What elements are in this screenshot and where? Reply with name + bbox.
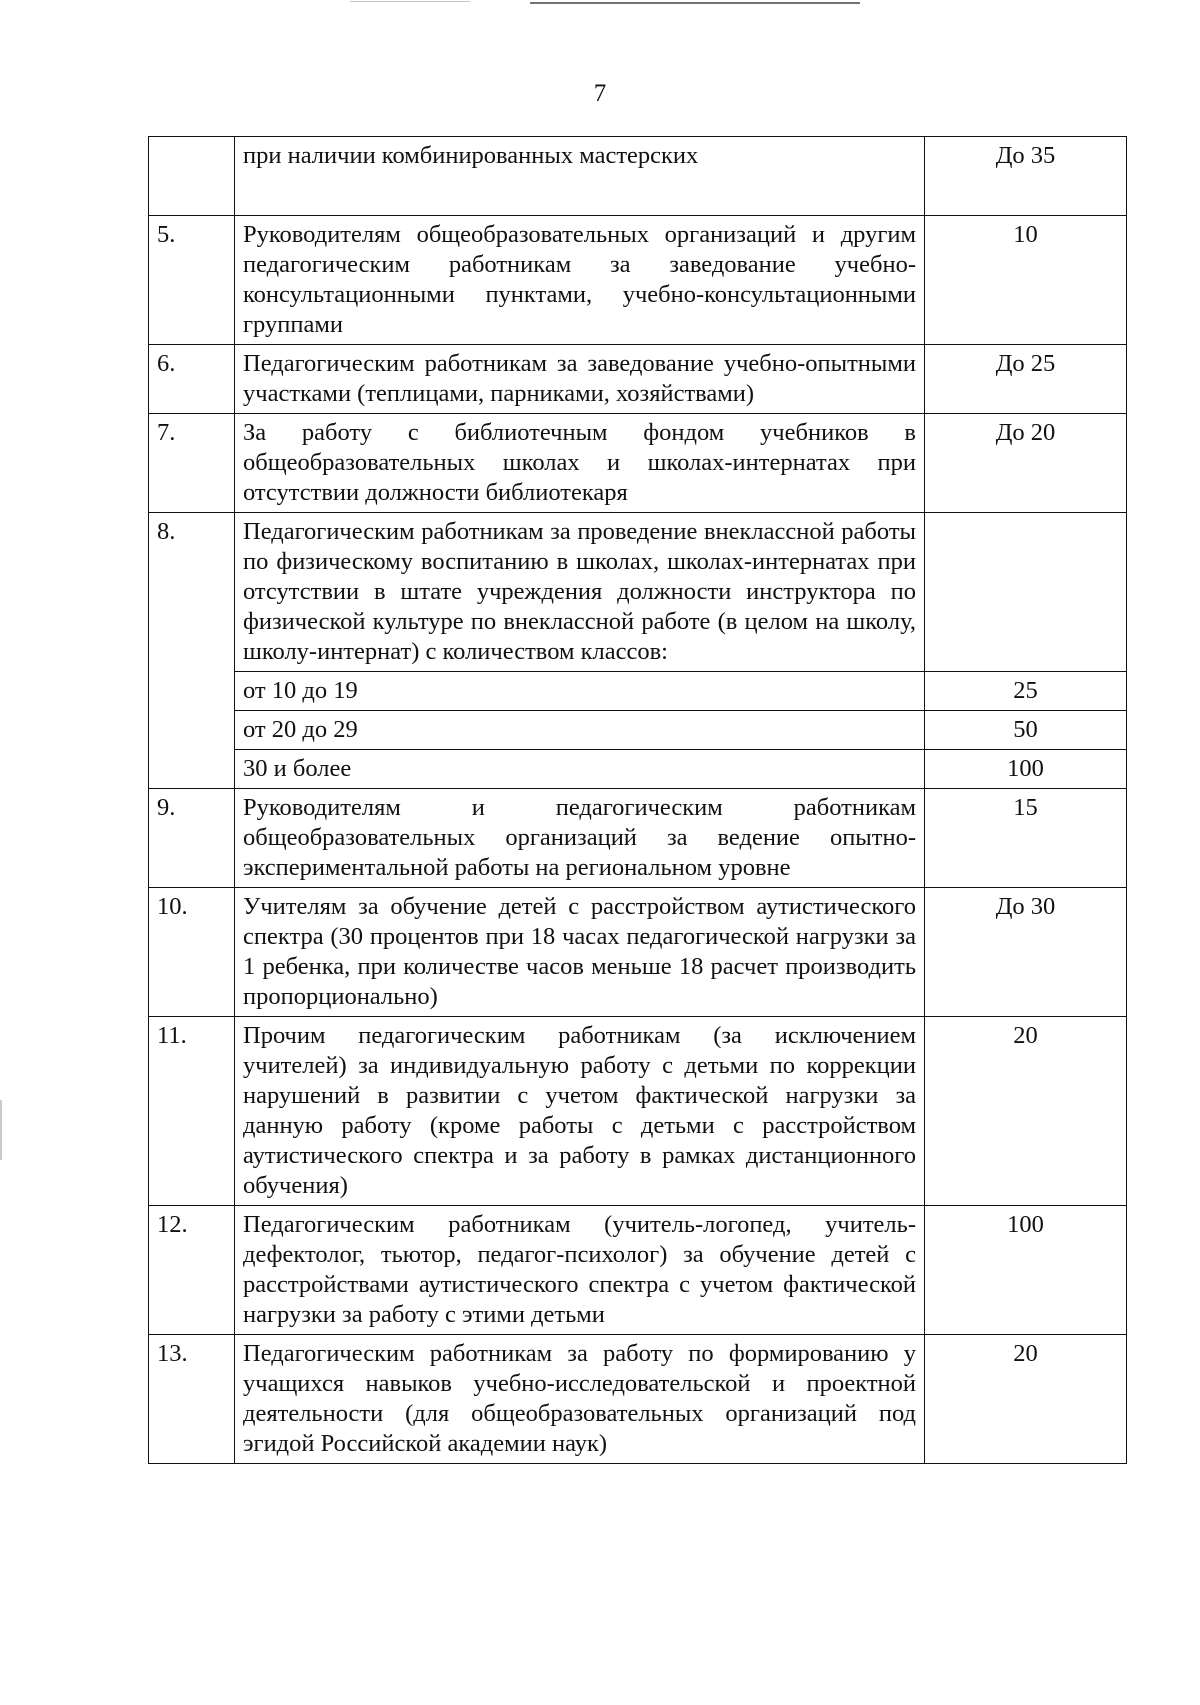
table-row — [149, 414, 1127, 513]
table-row — [149, 345, 1127, 414]
row-value: До 35 — [925, 137, 1127, 216]
row-number — [149, 137, 235, 216]
row-number: 12. — [149, 1206, 235, 1335]
row-number: 11. — [149, 1017, 235, 1206]
row-number: 9. — [149, 789, 235, 888]
table-subrow — [149, 711, 1127, 750]
scan-artifact — [0, 1100, 2, 1160]
row-number: 7. — [149, 414, 235, 513]
row-description: Педагогическим работникам за работу по формированию у учащихся навыков учебно-исследовательской и проектной деятельности (для общеобразовательных организаций под эгидой Российской академии наук) — [235, 1335, 925, 1464]
row-value: 10 — [925, 216, 1127, 345]
row-value: До 30 — [925, 888, 1127, 1017]
table-row — [149, 1017, 1127, 1206]
table-row — [149, 1206, 1127, 1335]
row-number: 13. — [149, 1335, 235, 1464]
scan-artifact — [350, 1, 470, 2]
row-description: За работу с библиотечным фондом учебников в общеобразовательных школах и школах-интернатах при отсутствии должности библиотекаря — [235, 414, 925, 513]
row-description: от 20 до 29 — [235, 711, 925, 750]
table-row — [149, 789, 1127, 888]
table-row — [149, 216, 1127, 345]
table-subrow — [149, 672, 1127, 711]
row-number: 5. — [149, 216, 235, 345]
row-value: 20 — [925, 1335, 1127, 1464]
row-description: при наличии комбинированных мастерских — [235, 137, 925, 216]
allowance-table — [148, 136, 1127, 1464]
table-subrow — [149, 750, 1127, 789]
row-value: До 25 — [925, 345, 1127, 414]
row-value: 20 — [925, 1017, 1127, 1206]
table-row — [149, 513, 1127, 672]
row-number: 8. — [149, 513, 235, 789]
table-row — [149, 1335, 1127, 1464]
row-description: Педагогическим работникам за заведование учебно-опытными участками (теплицами, парниками, хозяйствами) — [235, 345, 925, 414]
row-description: 30 и более — [235, 750, 925, 789]
row-value: 50 — [925, 711, 1127, 750]
table-row — [149, 137, 1127, 216]
row-description: Педагогическим работникам (учитель-логопед, учитель-дефектолог, тьютор, педагог-психолог) за обучение детей с расстройствами аутистического спектра с учетом фактической нагрузки за работу с этими детьми — [235, 1206, 925, 1335]
row-number: 10. — [149, 888, 235, 1017]
row-number: 6. — [149, 345, 235, 414]
row-value: 15 — [925, 789, 1127, 888]
scan-artifact — [530, 2, 860, 4]
row-description: Руководителям и педагогическим работникам общеобразовательных организаций за ведение опытно-экспериментальной работы на региональном уровне — [235, 789, 925, 888]
row-description: от 10 до 19 — [235, 672, 925, 711]
row-description: Прочим педагогическим работникам (за исключением учителей) за индивидуальную работу с детьми по коррекции нарушений в развитии с учетом фактической нагрузки за данную работу (кроме работы с детьми с расстройством аутистического спектра и за работу в рамках дистанционного обучения) — [235, 1017, 925, 1206]
row-value — [925, 513, 1127, 672]
row-description: Педагогическим работникам за проведение внеклассной работы по физическому воспитанию в школах, школах-интернатах при отсутствии в штате учреждения должности инструктора по физической культуре по внеклассной работе (в целом на школу, школу-интернат) с количеством классов: — [235, 513, 925, 672]
row-description: Руководителям общеобразовательных организаций и другим педагогическим работникам за заведование учебно-консультационными пунктами, учебно-консультационными группами — [235, 216, 925, 345]
row-value: 25 — [925, 672, 1127, 711]
row-value: До 20 — [925, 414, 1127, 513]
page-number: 7 — [593, 80, 607, 107]
table-row — [149, 888, 1127, 1017]
row-description: Учителям за обучение детей с расстройством аутистического спектра (30 процентов при 18 часах педагогической нагрузки за 1 ребенка, при количестве часов меньше 18 расчет производить пропорционально) — [235, 888, 925, 1017]
row-value: 100 — [925, 750, 1127, 789]
row-value: 100 — [925, 1206, 1127, 1335]
